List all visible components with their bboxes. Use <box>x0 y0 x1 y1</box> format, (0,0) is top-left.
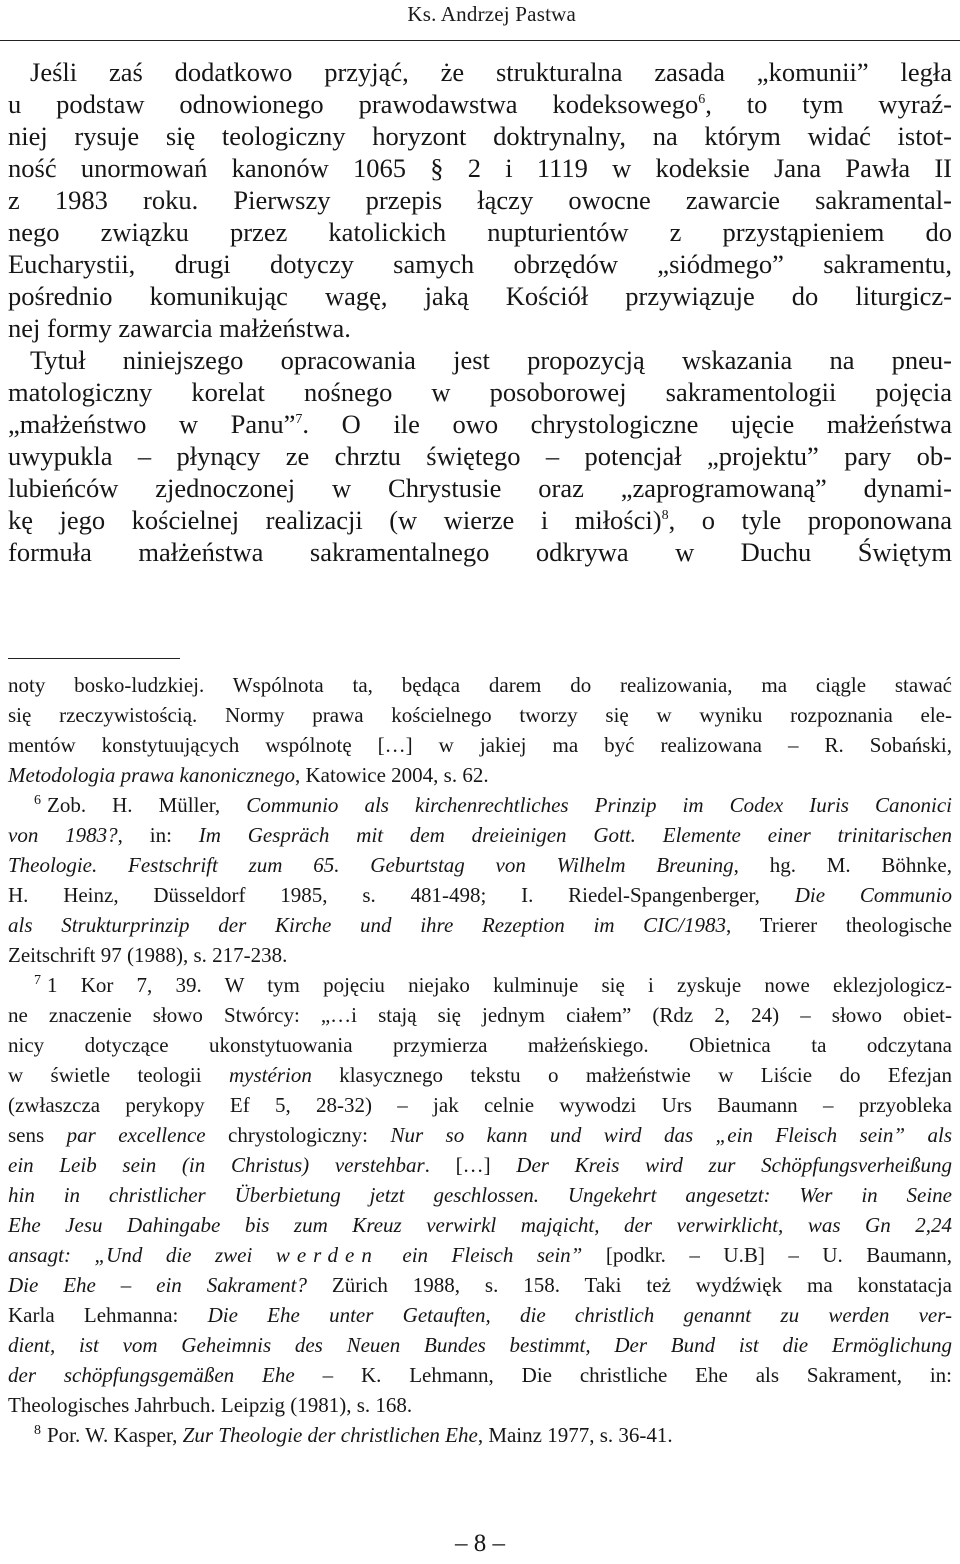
text-span: Karla Lehmanna: <box>8 1303 208 1327</box>
italic-span: dient, ist vom Geheimnis des Neuen Bundes bestimmt, Der Bund ist die Ermöglichung <box>8 1333 952 1357</box>
footnotes <box>8 670 952 1450</box>
text-span: nej formy zawarcia małżeństwa. <box>8 313 351 343</box>
italic-span: Communio als kirchenrechtliches Prinzip im Codex Iuris Canonici <box>246 793 952 817</box>
text-line <box>8 472 952 504</box>
italic-span: Ehe Jesu Dahingabe bis zum Kreuz verwirkl mająicht, der verwirklicht, was Gn 2,24 <box>8 1213 952 1237</box>
footnote-line <box>8 1030 952 1060</box>
footnote-line <box>8 1180 952 1210</box>
text-span: . […] <box>424 1153 517 1177</box>
text-span: mentów konstytuujących wspólnotę […] w jakiej ma być realizowana – R. Sobański, <box>8 733 952 757</box>
text-line <box>8 248 952 280</box>
text-line <box>8 376 952 408</box>
text-span: niej rysuje się teologiczny horyzont doktrynalny, na którym widać istot- <box>8 121 952 151</box>
italic-span: von 1983? <box>8 823 118 847</box>
footnote-line <box>8 1330 952 1360</box>
footnote-line <box>8 760 952 790</box>
footnote-line <box>8 1270 952 1300</box>
text-span: , in: <box>117 823 199 847</box>
italic-span: ansagt: „Und die zwei <box>8 1243 276 1267</box>
text-span: lubieńców zjednoczonej w Chrystusie oraz „zaprogramowaną” dynami- <box>8 473 952 503</box>
text-span: ność unormowań kanonów 1065 § 2 i 1119 w kodeksie Jana Pawła II <box>8 153 952 183</box>
footnote-line <box>8 1120 952 1150</box>
page-header <box>0 0 960 41</box>
footnote-line <box>8 820 952 850</box>
footnote-line <box>8 880 952 910</box>
footnote-ref: 7 <box>295 412 303 428</box>
text-line <box>8 56 952 88</box>
text-span: Eucharystii, drugi dotyczy samych obrzędów „siódmego” sakramentu, <box>8 249 952 279</box>
text-line <box>8 344 952 376</box>
italic-span: Der Kreis wird zur Schöpfungsverheißung <box>516 1153 952 1177</box>
italic-span: Theologie. Festschrift zum 65. Geburtstag von Wilhelm Breuning <box>8 853 734 877</box>
text-span: sens <box>8 1123 67 1147</box>
text-line <box>8 408 952 440</box>
text-span: „małżeństwo w Panu” <box>8 409 296 439</box>
text-span: formuła małżeństwa sakramentalnego odkrywa w Duchu Świętym <box>8 537 952 567</box>
italic-span: Im Gespräch mit dem dreieinigen Gott. Elemente einer trinitarischen <box>198 823 953 847</box>
text-line <box>8 536 952 568</box>
footnote-line <box>8 670 952 700</box>
text-span: . O ile owo chrystologiczne ujęcie małżeństwa <box>302 409 952 439</box>
footnote-ref: 6 <box>698 92 706 108</box>
italic-span: als Strukturprinzip der Kirche und ihre Rezeption im CIC/1983 <box>8 913 727 937</box>
text-line <box>8 504 952 536</box>
italic-span: Zur Theologie der christlichen Ehe <box>182 1423 478 1447</box>
footnote-line <box>8 1060 952 1090</box>
footnote-separator <box>8 658 180 659</box>
text-span: nego związku przez katolickich nupturientów z przystąpieniem do <box>8 217 952 247</box>
text-span: pośrednio komunikując wagę, jaką Kościół przywiązuje do liturgicz- <box>8 281 952 311</box>
italic-span: par excellence <box>66 1123 206 1147</box>
text-span: Zob. H. Müller, <box>47 793 247 817</box>
italic-span: Metodologia prawa kanonicznego <box>8 763 295 787</box>
text-span: 1 Kor 7, 39. W tym pojęciu niejako kulminuje się i zyskuje nowe eklezjologicz- <box>47 973 952 997</box>
text-span: , hg. M. Böhnke, <box>733 853 952 877</box>
footnote-line <box>8 730 952 760</box>
text-span: Zeitschrift 97 (1988), s. 217-238. <box>8 943 288 967</box>
footnote-number: 8 <box>34 1423 41 1438</box>
footnote-6 <box>8 790 952 820</box>
footnote-ref: 8 <box>661 508 669 524</box>
text-span: (zwłaszcza perykopy Ef 5, 28-32) – jak celnie wywodzi Urs Baumann – przyobleka <box>8 1093 952 1117</box>
footnote-line <box>8 1090 952 1120</box>
footnote-7 <box>8 970 952 1000</box>
text-span: uwypukla – płynący ze chrztu świętego – potencjał „projektu” pary ob- <box>8 441 952 471</box>
text-span: w świetle teologii <box>8 1063 229 1087</box>
text-line <box>8 88 952 120</box>
text-span: , Katowice 2004, s. 62. <box>294 763 489 787</box>
footnote-number: 7 <box>34 973 41 988</box>
text-span: Theologisches Jahrbuch. Leipzig (1981), s. 168. <box>8 1393 413 1417</box>
footnote-line <box>8 910 952 940</box>
main-text <box>8 56 952 568</box>
italic-span: der schöpfungsgemäßen Ehe <box>8 1363 295 1387</box>
italic-span: Nur so kann und wird das „ein Fleisch sein” als <box>390 1123 952 1147</box>
italic-span: mystérion <box>229 1063 312 1087</box>
footnote-line <box>8 1210 952 1240</box>
text-span: kę jego kościelnej realizacji (w wierze i miłości) <box>8 505 662 535</box>
running-head: Ks. Andrzej Pastwa <box>407 2 576 26</box>
footnote-8 <box>8 1420 952 1450</box>
footnote-line <box>8 1150 952 1180</box>
text-span: noty bosko-ludzkiej. Wspólnota ta, będąca darem do realizowania, ma ciągle stawać <box>8 673 952 697</box>
text-line <box>8 184 952 216</box>
text-span: , Trierer theologische <box>726 913 952 937</box>
text-span: nicy dotyczące ukonstytuowania przymierza małżeńskiego. Obietnica ta odczytana <box>8 1033 952 1057</box>
footnote-line <box>8 1300 952 1330</box>
footnote-line <box>8 1390 952 1420</box>
footnote-line <box>8 1240 952 1270</box>
footnote-line <box>8 850 952 880</box>
footnote-line <box>8 700 952 730</box>
text-span: klasycznego tekstu o małżeństwie w Liście do Efezjan <box>311 1063 952 1087</box>
footnote-number: 6 <box>34 793 41 808</box>
text-span: Zürich 1988, s. 158. Taki też wydźwięk ma konstatacja <box>307 1273 952 1297</box>
italic-span: Die Ehe unter Getauften, die christlich genannt zu werden ver- <box>207 1303 953 1327</box>
text-span: , Mainz 1977, s. 36-41. <box>477 1423 673 1447</box>
spaced-emphasis: werden <box>275 1243 379 1267</box>
text-span: , to tym wyraź- <box>705 89 952 119</box>
footnote-line <box>8 1000 952 1030</box>
italic-span: ein Fleisch sein” <box>378 1243 583 1267</box>
footnote-line <box>8 1360 952 1390</box>
text-line <box>8 312 952 344</box>
text-span: H. Heinz, Düsseldorf 1985, s. 481-498; I. Riedel-Spangenberger, <box>8 883 795 907</box>
text-span: z 1983 roku. Pierwszy przepis łączy owocne zawarcie sakramental- <box>8 185 952 215</box>
footnote-line <box>8 940 952 970</box>
italic-span: ein Leib sein (in Christus) verstehbar <box>8 1153 425 1177</box>
text-line <box>8 440 952 472</box>
text-line <box>8 280 952 312</box>
italic-span: Die Communio <box>794 883 952 907</box>
text-span: się rzeczywistością. Normy prawa kościelnego tworzy się w wyniku rozpoznania ele- <box>8 703 952 727</box>
italic-span: hin in christlicher Überbietung jetzt geschlossen. Ungekehrt angesetzt: Wer in Seine <box>8 1183 952 1207</box>
text-span: Tytuł niniejszego opracowania jest propozycją wskazania na pneu- <box>30 345 952 375</box>
text-line <box>8 216 952 248</box>
text-span: – K. Lehmann, Die christliche Ehe als Sakrament, in: <box>294 1363 952 1387</box>
text-span: chrystologiczny: <box>205 1123 391 1147</box>
text-span: u podstaw odnowionego prawodawstwa kodeksowego <box>8 89 699 119</box>
text-span: ne znaczenie słowo Stwórcy: „…i stają się jednym ciałem” (Rdz 2, 24) – słowo obiet- <box>8 1003 952 1027</box>
text-span: Jeśli zaś dodatkowo przyjąć, że strukturalna zasada „komunii” legła <box>30 57 952 87</box>
text-span: matologiczny korelat nośnego w posoborowej sakramentologii pojęcia <box>8 377 952 407</box>
text-line <box>8 120 952 152</box>
text-span: [podkr. – U.B] – U. Baumann, <box>582 1243 952 1267</box>
page-number: – 8 – <box>455 1530 505 1557</box>
italic-span: Die Ehe – ein Sakrament? <box>8 1273 308 1297</box>
text-span: , o tyle proponowana <box>668 505 952 535</box>
text-line <box>8 152 952 184</box>
text-span: Por. W. Kasper, <box>47 1423 183 1447</box>
